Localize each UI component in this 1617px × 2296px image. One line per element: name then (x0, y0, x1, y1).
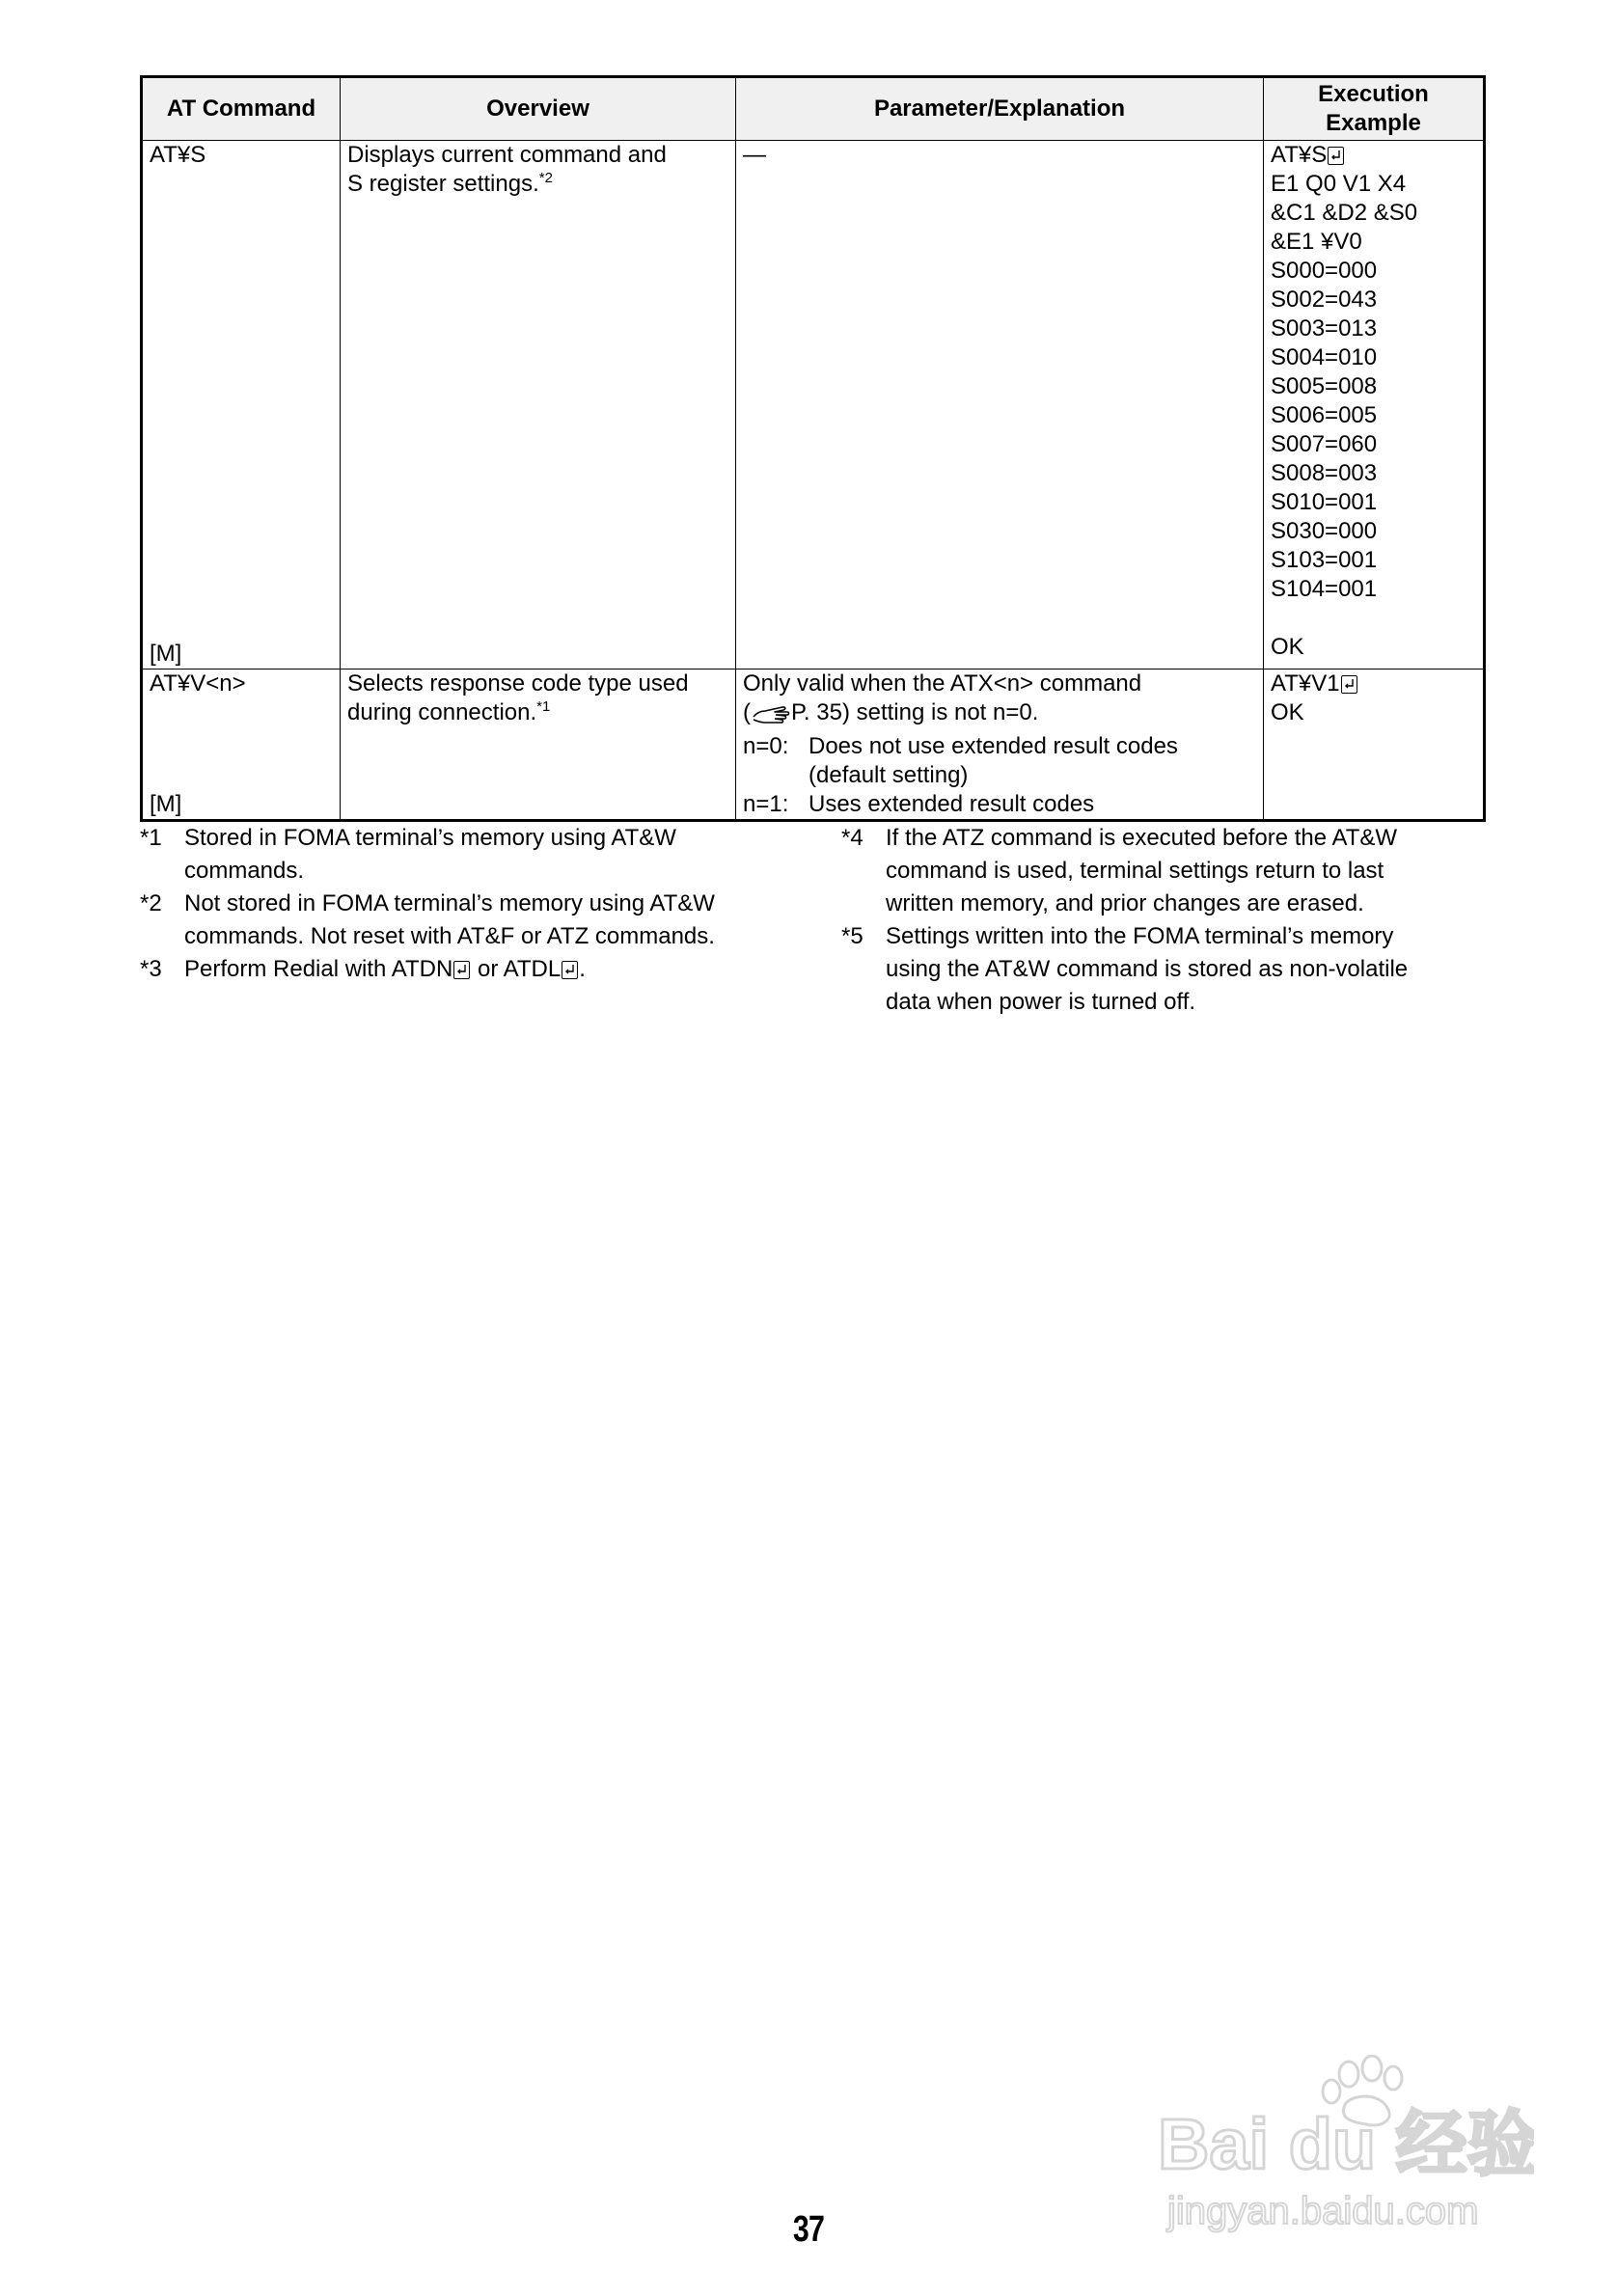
header-at-command: AT Command (142, 77, 341, 141)
command-cell (142, 141, 341, 670)
footnote-line: Not stored in FOMA terminal’s memory using AT&W (184, 890, 715, 916)
example-line: S003=013 (1271, 315, 1378, 342)
example-line: &E1 ¥V0 (1271, 229, 1362, 255)
footnote-ref: *1 (536, 698, 551, 715)
overview-cell (341, 141, 736, 670)
page-number: 37 (792, 2209, 825, 2250)
footnote-line: commands. Not reset with AT&F or ATZ commands. (184, 923, 715, 949)
example-line: E1 Q0 V1 X4 (1271, 171, 1407, 197)
footnote (140, 953, 796, 986)
example-line: S005=008 (1271, 373, 1378, 399)
footnote (841, 822, 1483, 920)
command-name: AT¥V<n> (150, 670, 246, 697)
example-line: S002=043 (1271, 287, 1378, 313)
footnote-line: Stored in FOMA terminal’s memory using AT&W (184, 825, 676, 851)
header-example-line1: Execution (1318, 81, 1429, 107)
footnote-line: data when power is turned off. (886, 989, 1196, 1015)
example-command: AT¥V1 (1271, 670, 1340, 697)
example-line: S000=000 (1271, 258, 1378, 284)
example-line: S030=000 (1271, 518, 1378, 544)
header-execution-example (1264, 77, 1485, 141)
table-header-row (142, 77, 1485, 141)
footnote-number: *3 (140, 956, 162, 982)
example-result: OK (1271, 699, 1304, 725)
parameter-ref-paren: ( (743, 699, 751, 725)
footnote (841, 920, 1483, 1019)
overview-line: Displays current command and (347, 142, 667, 168)
header-parameter: Parameter/Explanation (736, 77, 1264, 141)
footnote-number: *4 (841, 825, 863, 851)
enter-key-icon (453, 961, 470, 979)
overview-line: S register settings. (347, 171, 539, 197)
header-example-line2: Example (1326, 110, 1421, 136)
command-cell (142, 670, 341, 821)
example-line: &C1 &D2 &S0 (1271, 200, 1418, 226)
footnote (140, 888, 796, 953)
footnote-number: *5 (841, 923, 863, 949)
example-line: S006=005 (1271, 402, 1378, 428)
parameter-line: Only valid when the ATX<n> command (743, 670, 1142, 697)
example-line: S004=010 (1271, 344, 1378, 370)
footnote-text: Perform Redial with ATDN (184, 956, 453, 982)
footnote-line: If the ATZ command is executed before the AT&W (886, 825, 1398, 851)
example-cell (1264, 670, 1485, 821)
footnote-ref: *2 (538, 170, 553, 186)
overview-line: Selects response code type used (347, 670, 689, 697)
footnote-number: *1 (140, 825, 162, 851)
pointing-hand-icon (752, 703, 790, 732)
enter-key-icon (1341, 675, 1357, 694)
watermark-url: jingyan.baidu.com (1167, 2190, 1479, 2232)
example-cell (1264, 141, 1485, 670)
example-line: S007=060 (1271, 431, 1378, 457)
overview-line: during connection. (347, 699, 537, 725)
parameter-cell (736, 141, 1264, 670)
footnote-line: command is used, terminal settings return to last (886, 858, 1384, 884)
footnote-line: written memory, and prior changes are erased. (886, 890, 1364, 916)
at-command-table (140, 75, 1486, 822)
footnote-text: or ATDL (471, 956, 562, 982)
overview-cell (341, 670, 736, 821)
param-key: n=1: (743, 791, 789, 817)
parameter-cell (736, 670, 1264, 821)
footnote-number: *2 (140, 890, 162, 916)
table-row (142, 670, 1485, 821)
example-line: S008=003 (1271, 460, 1378, 486)
param-value: Uses extended result codes (808, 791, 1095, 817)
footnote (140, 822, 796, 888)
param-value-sub: (default setting) (808, 762, 969, 788)
example-result: OK (1271, 634, 1304, 660)
enter-key-icon (562, 961, 578, 979)
footnote-line: commands. (184, 858, 305, 884)
example-command: AT¥S (1271, 142, 1328, 168)
memory-mark: [M] (150, 641, 182, 667)
memory-mark: [M] (150, 791, 182, 817)
example-line: S010=001 (1271, 489, 1378, 515)
parameter-ref: P. 35) setting is not n=0. (791, 699, 1039, 725)
enter-key-icon (1328, 147, 1344, 165)
table-row (142, 141, 1485, 670)
footnote-text: . (579, 956, 586, 982)
footnote-line: using the AT&W command is stored as non-volatile (886, 956, 1409, 982)
watermark-logo: Bai du 经验 (1158, 2104, 1534, 2184)
parameter-dash: — (743, 142, 766, 168)
param-key: n=0: (743, 733, 789, 759)
footnotes-left (140, 822, 796, 986)
footnotes-right (841, 822, 1483, 1019)
command-name: AT¥S (150, 142, 206, 168)
example-line: S104=001 (1271, 576, 1378, 602)
example-line: S103=001 (1271, 547, 1378, 573)
param-value: Does not use extended result codes (808, 733, 1178, 759)
footnote-line: Settings written into the FOMA terminal’s memory (886, 923, 1394, 949)
header-overview: Overview (341, 77, 736, 141)
